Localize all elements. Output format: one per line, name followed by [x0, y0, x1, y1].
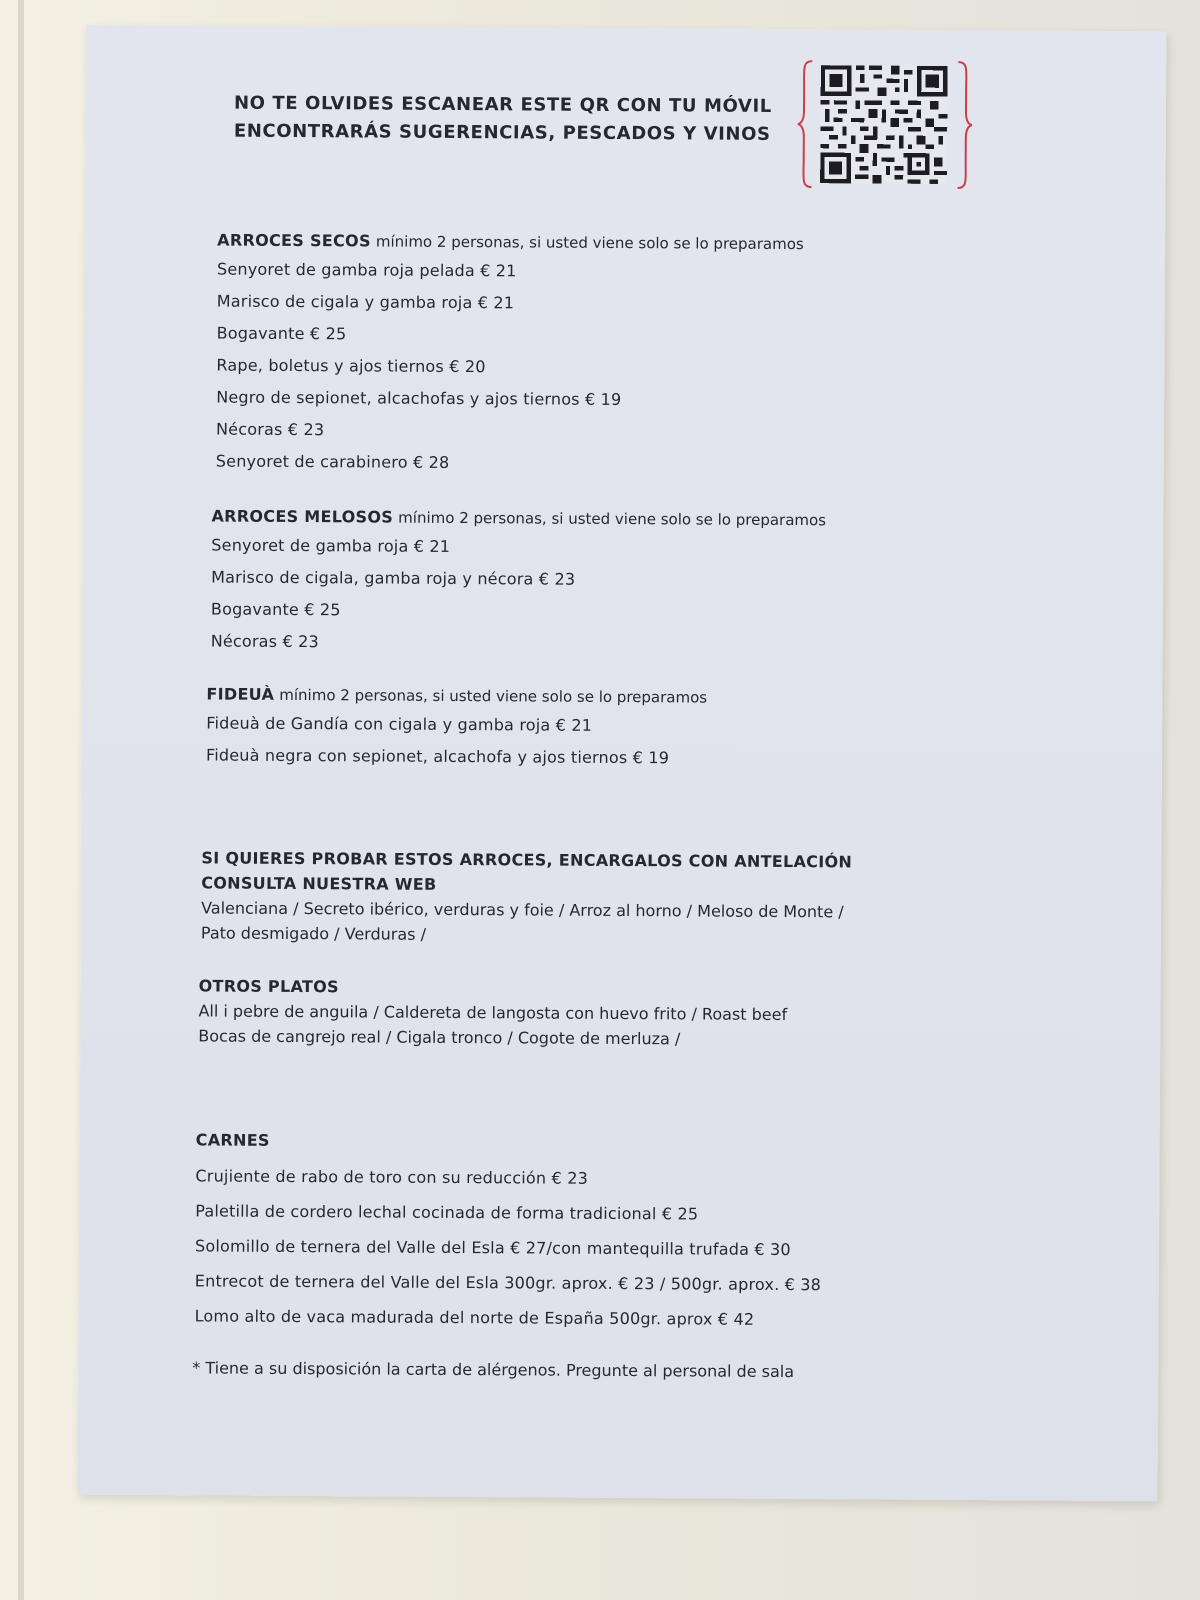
section-title: ARROCES MELOSOS [211, 506, 394, 527]
section-encargo [201, 845, 1002, 950]
encargo-text-line2: Pato desmigado / Verduras / [200, 923, 427, 944]
menu-item: Marisco de cigala, gamba roja y nécora € 23 [211, 567, 576, 589]
menu-item: Solomillo de ternera del Valle del Esla € 27/con mantequilla trufada € 30 [194, 1236, 791, 1260]
section-arroces-secos [216, 228, 978, 483]
left-brace-icon [796, 59, 817, 189]
menu-item: Negro de sepionet, alcachofas y ajos tiernos € 19 [216, 387, 622, 409]
qr-heading-line1: NO TE OLVIDES ESCANEAR ESTE QR CON TU MÓVIL [233, 92, 772, 117]
otros-text-line2: Bocas de cangrejo real / Cigala tronco / Cogote de merluza / [198, 1026, 681, 1049]
menu-item: Senyoret de gamba roja pelada € 21 [216, 259, 517, 281]
qr-block[interactable] [793, 55, 976, 196]
qr-code-icon[interactable] [820, 65, 949, 184]
section-carnes [195, 1127, 1016, 1338]
menu-item: Bogavante € 25 [210, 599, 341, 620]
section-fideua [206, 681, 967, 776]
menu-item: Entrecot de ternera del Valle del Esla 300gr. aprox. € 23 / 500gr. aprox. € 38 [194, 1271, 822, 1295]
qr-heading [234, 90, 794, 149]
menu-item: Fideuà negra con sepionet, alcachofa y ajos tiernos € 19 [205, 745, 670, 768]
menu-sheet [78, 25, 1167, 1502]
menu-item: Marisco de cigala y gamba roja € 21 [216, 291, 515, 313]
menu-item: Fideuà de Gandía con cigala y gamba roja € 21 [206, 713, 593, 735]
menu-item: Nécoras € 23 [210, 631, 320, 652]
section-note: mínimo 2 personas, si usted viene solo se lo preparamos [279, 685, 708, 707]
encargo-title-line1: SI QUIERES PROBAR ESTOS ARROCES, ENCARGALOS CON ANTELACIÓN [201, 848, 853, 872]
section-title: CARNES [195, 1130, 270, 1150]
menu-item: Senyoret de gamba roja € 21 [211, 535, 451, 556]
section-title: OTROS PLATOS [198, 976, 339, 997]
otros-text-line1: All i pebre de anguila / Caldereta de langosta con huevo frito / Roast beef [198, 1001, 788, 1025]
menu-item: Lomo alto de vaca madurada del norte de España 500gr. aprox € 42 [194, 1306, 755, 1329]
section-title: ARROCES SECOS [217, 230, 371, 251]
menu-item: Paletilla de cordero lechal cocinada de forma tradicional € 25 [195, 1201, 699, 1224]
section-note: mínimo 2 personas, si usted viene solo se lo preparamos [398, 508, 827, 530]
section-otros-platos [198, 973, 998, 1053]
qr-heading-line2: ENCONTRARÁS SUGERENCIAS, PESCADOS Y VINOS [233, 120, 771, 145]
section-note: mínimo 2 personas, si usted viene solo se lo preparamos [375, 232, 804, 254]
menu-item: Crujiente de rabo de toro con su reducción € 23 [195, 1166, 589, 1188]
encargo-title-line2: CONSULTA NUESTRA WEB [201, 873, 437, 894]
right-brace-icon [954, 60, 975, 190]
menu-item: Nécoras € 23 [215, 419, 325, 440]
section-title: FIDEUÀ [206, 684, 275, 704]
section-arroces-melosos [211, 503, 972, 662]
menu-item: Senyoret de carabinero € 28 [215, 451, 450, 472]
menu-item: Rape, boletus y ajos tiernos € 20 [216, 355, 486, 377]
allergen-footnote: * Tiene a su disposición la carta de alérgenos. Pregunte al personal de sala [192, 1358, 795, 1382]
menu-item: Bogavante € 25 [216, 323, 347, 344]
encargo-text-line1: Valenciana / Secreto ibérico, verduras y foie / Arroz al horno / Meloso de Monte / [201, 898, 844, 922]
